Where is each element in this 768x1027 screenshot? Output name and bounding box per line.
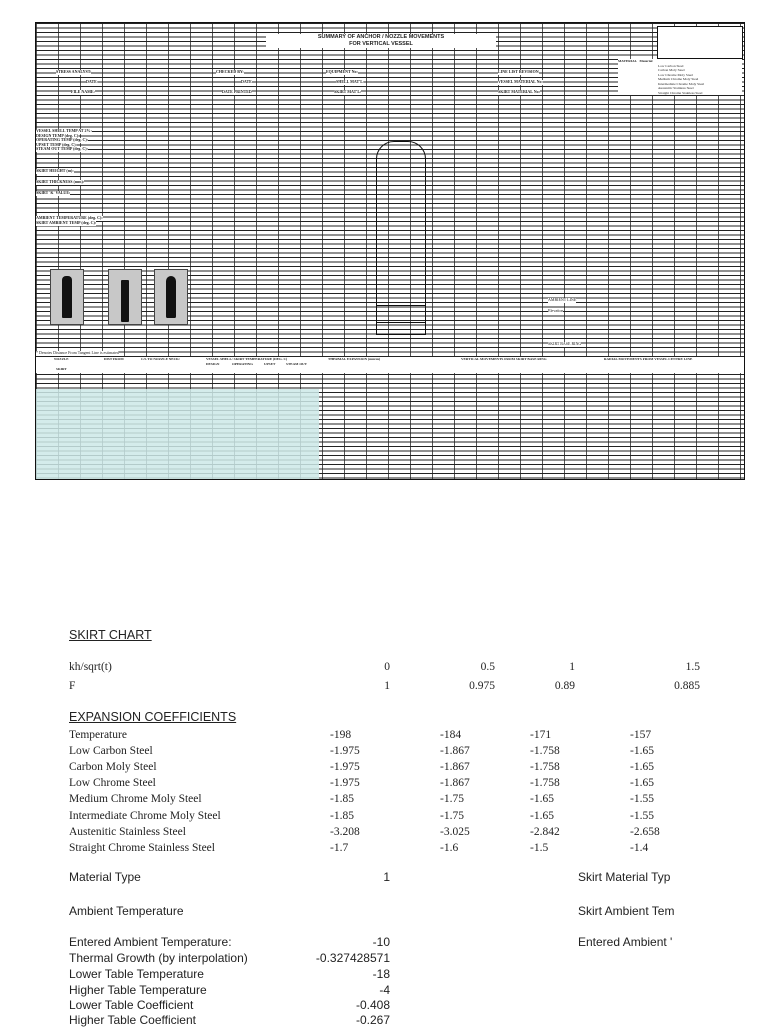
header-vertical-movements: VERTICAL MOVEMENTS FROM SKIRT BASE RING <box>461 357 547 361</box>
equipment-no-label: EQUIPMENT No: <box>326 69 358 74</box>
legend-item: Austenitic Stainless Steel <box>658 86 694 90</box>
data-entry-area <box>36 389 319 479</box>
date-label: DATE: <box>86 79 99 84</box>
legend-item: Low Chrome Moly Steel <box>658 72 693 77</box>
ambient-temp-label: AMBIENT TEMPERATURE (deg. C): <box>36 215 103 220</box>
legend-item: Carbon Moly Steel <box>658 68 685 72</box>
logo-box <box>657 26 743 59</box>
thermal-growth-label: Thermal Growth (by interpolation) <box>69 951 248 965</box>
expansion-row-label: Straight Chrome Stainless Steel <box>69 842 215 854</box>
checked-by-label: CHECKED BY: <box>216 69 244 74</box>
expansion-value: -1.75 <box>440 810 464 822</box>
expansion-value: -3.208 <box>330 826 360 838</box>
expansion-heading: EXPANSION COEFFICIENTS <box>69 710 237 724</box>
expansion-row-label: Austenitic Stainless Steel <box>69 826 186 838</box>
design-temp-label: DESIGN TEMP (deg. C): <box>36 133 80 138</box>
skirt-sketch <box>376 305 426 335</box>
expansion-value: -1.975 <box>330 745 360 757</box>
subheader-steam-out: STEAM OUT <box>286 362 307 366</box>
expansion-value: -1.6 <box>440 842 459 854</box>
lower-temp-value: -18 <box>372 967 390 981</box>
expansion-value: -1.65 <box>630 761 654 773</box>
estimate-note: * Denotes Distance From Tangent Line is estimated <box>36 350 119 355</box>
entered-ambient-label: Entered Ambient Temperature: <box>69 935 232 949</box>
date-label-2: DATE <box>241 79 252 84</box>
file-name-label: FILE NAME: <box>71 89 95 94</box>
expansion-value: -1.7 <box>330 842 349 854</box>
expansion-value: -1.65 <box>630 777 654 789</box>
expansion-value: -1.867 <box>440 761 470 773</box>
expansion-row-label: Intermediate Chrome Moly Steel <box>69 810 221 822</box>
skirt-base-ring-label: SKIRT BASE RING <box>548 341 582 346</box>
shell-matl-label: SHELL MAT'L: <box>336 79 365 84</box>
skirt-ambient-temp-label: SKIRT AMBIENT TEMP (deg. C): <box>36 220 97 225</box>
subheader-operating: OPERATING <box>232 362 253 366</box>
skirt-material-type-label: Skirt Material Typ <box>578 870 671 884</box>
legend-item: Intermediate Chrome Moly Steel <box>658 81 705 86</box>
lower-coef-label: Lower Table Coefficient <box>69 998 194 1012</box>
expansion-value: -1.975 <box>330 761 360 773</box>
expansion-value: -1.758 <box>530 745 560 757</box>
material-type-value: 1 <box>383 870 390 884</box>
expansion-value: -3.025 <box>440 826 470 838</box>
kh-sqrt-label: kh/sqrt(t) <box>69 661 112 673</box>
thermal-growth-value: -0.327428571 <box>315 951 390 965</box>
ambient-line-label: AMBIENT LINE <box>548 297 577 302</box>
vessel-sketch <box>376 141 426 323</box>
expansion-value: -2.842 <box>530 826 560 838</box>
expansion-value: -1.4 <box>630 842 649 854</box>
vessel-type-image-3[interactable] <box>154 269 188 325</box>
expansion-value: -171 <box>530 729 552 741</box>
ambient-temperature-label: Ambient Temperature <box>69 904 184 918</box>
skirt-matl-label: SKIRT MAT'L: <box>334 89 362 94</box>
expansion-row-label: Low Chrome Steel <box>69 777 156 789</box>
lower-temp-label: Lower Table Temperature <box>69 967 204 981</box>
operating-temp-label: OPERATING TEMP (deg. C): <box>36 137 89 142</box>
header-dist-from: DIST FROM <box>104 357 124 361</box>
expansion-value: -1.867 <box>440 745 470 757</box>
steam-out-temp-label: STEAM OUT TEMP (deg. C): <box>36 146 88 151</box>
expansion-row-label: Carbon Moly Steel <box>69 761 157 773</box>
expansion-value: -1.85 <box>330 793 354 805</box>
table-header-row <box>36 357 744 373</box>
higher-temp-label: Higher Table Temperature <box>69 983 207 997</box>
legend-item: Medium Chrome Moly Steel <box>658 77 699 81</box>
skirt-thickness-label: SKIRT THICKNESS (mm): <box>36 179 85 184</box>
expansion-row-label: Low Carbon Steel <box>69 745 153 757</box>
spreadsheet-grid <box>35 22 745 480</box>
legend-header-no: MATERIAL <box>618 59 637 63</box>
expansion-value: -1.975 <box>330 777 360 789</box>
f-value-1: 1 <box>384 680 390 692</box>
expansion-value: -1.758 <box>530 761 560 773</box>
skirt-material-label: SKIRT MATERIAL No: <box>498 89 540 94</box>
expansion-value: -1.5 <box>530 842 549 854</box>
expansion-value: -184 <box>440 729 462 741</box>
expansion-value: -157 <box>630 729 652 741</box>
date-printed-label: DATE PRINTED <box>222 89 252 94</box>
f-value-4: 0.885 <box>674 680 700 692</box>
higher-temp-value: -4 <box>379 983 390 997</box>
expansion-value: -1.55 <box>630 793 654 805</box>
header-nozzle: NOZZLE <box>54 357 69 361</box>
kh-value-4: 1.5 <box>685 661 700 673</box>
skirt-chart-heading: SKIRT CHART <box>69 628 152 642</box>
legend-item: Low Carbon Steel <box>658 63 684 68</box>
entered-ambient-value[interactable]: -10 <box>372 935 390 949</box>
stress-analyst-label: STRESS ANALYST: <box>56 69 92 74</box>
material-type-label: Material Type <box>69 870 141 884</box>
expansion-value: -1.75 <box>440 793 464 805</box>
expansion-value: -1.85 <box>330 810 354 822</box>
upset-temp-label: UPSET TEMP (deg. C): <box>36 142 77 147</box>
skirt-height-label: SKIRT HEIGHT (m): <box>36 168 74 173</box>
kh-value-3: 1 <box>569 661 575 673</box>
expansion-value: -1.65 <box>530 793 554 805</box>
line-list-revision-label: LINE LIST REVISION <box>498 69 539 74</box>
vessel-material-label: VESSEL MATERIAL No: <box>498 79 543 84</box>
header-vessel-temp: VESSEL SHELL/ SKIRT TEMPERATURE (DEG. C) <box>206 357 288 361</box>
kh-value-2: 0.5 <box>480 661 495 673</box>
expansion-value: -1.867 <box>440 777 470 789</box>
expansion-value: -1.55 <box>630 810 654 822</box>
expansion-row-label: Medium Chrome Moly Steel <box>69 793 202 805</box>
f-value-2: 0.975 <box>469 680 495 692</box>
skirt-k-value-label: SKIRT 'K' VALUE: <box>36 190 71 195</box>
material-legend <box>618 59 742 95</box>
legend-header-name: Material <box>639 59 653 63</box>
vessel-shell-temp-label: VESSEL SHELL TEMP AT 2%: <box>36 128 92 133</box>
f-value-3: 0.89 <box>554 680 575 692</box>
header-radial-movements: RADIAL MOVEMENTS FROM VESSEL CENTRE LINE <box>604 357 693 361</box>
title-line-1: SUMMARY OF ANCHOR / NOZZLE MOVEMENTS <box>317 34 445 40</box>
header-cl-nozzle: C/L TO NOZZLE NECK/ <box>141 357 180 361</box>
f-label: F <box>69 680 76 692</box>
elevation-label: Elevation <box>548 308 564 313</box>
legend-item: Straight Chrome Stainless Steel <box>658 90 703 95</box>
entered-ambient-right-label: Entered Ambient ' <box>578 935 673 949</box>
kh-value-1: 0 <box>384 661 390 673</box>
header-thermal-expansion: THERMAL EXPANSION (mm/m) <box>328 357 381 361</box>
title-line-2: FOR VERTICAL VESSEL <box>349 41 413 47</box>
higher-coef-value: -0.267 <box>355 1013 390 1027</box>
lower-coef-value: -0.408 <box>355 998 390 1012</box>
subheader-upset: UPSET <box>264 362 276 366</box>
sheet-title <box>266 34 496 48</box>
expansion-value: -1.65 <box>530 810 554 822</box>
subheader-design: DESIGN <box>206 362 220 366</box>
vessel-type-image-1[interactable] <box>50 269 84 325</box>
vessel-type-image-2[interactable] <box>108 269 142 325</box>
expansion-value: -198 <box>330 729 352 741</box>
expansion-row-label: Temperature <box>69 729 127 741</box>
expansion-value: -1.65 <box>630 745 654 757</box>
skirt-ambient-temp-calc-label: Skirt Ambient Tem <box>578 904 675 918</box>
expansion-value: -1.758 <box>530 777 560 789</box>
higher-coef-label: Higher Table Coefficient <box>69 1013 196 1027</box>
expansion-value: -2.658 <box>630 826 660 838</box>
row-skirt-label: SKIRT <box>56 367 67 371</box>
